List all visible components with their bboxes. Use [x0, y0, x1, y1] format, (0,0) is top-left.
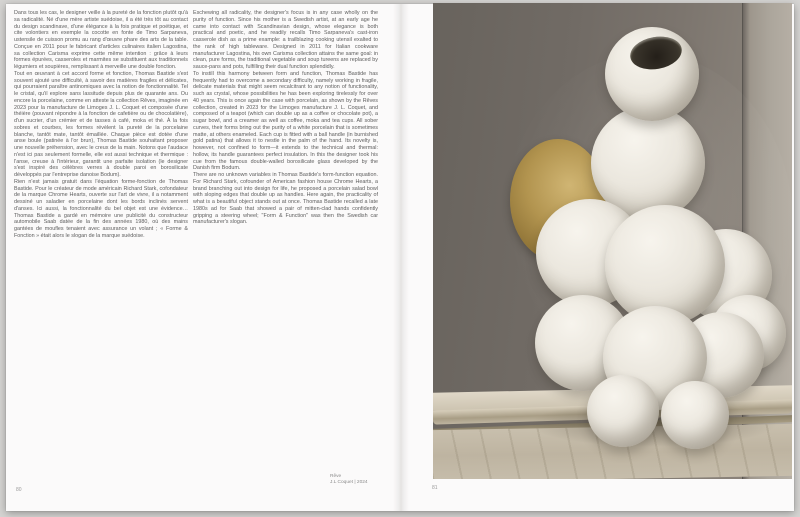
french-text-column [14, 10, 188, 240]
page-number-right: 81 [432, 485, 438, 491]
photo-caption [330, 474, 368, 487]
right-page [400, 4, 794, 511]
book-spread [6, 4, 794, 511]
left-page [6, 4, 400, 511]
porcelain-bubble [587, 375, 659, 447]
english-text-column [193, 10, 378, 226]
english-paragraph-3: There are no unknown variables in Thomas Bastide's form-function equation. For Richard Stark, cofounder of American fashion house Chrome Hearts, a brand branching out into design for life, he proposed a porcelain salad bowl with sloping edges that double up as handles. Here again, the practicality of what is a beautiful object stands out at once. Thomas Bastide recalled a late 1980s ad for Saab that showed a pair of mitten-clad hands confidently gripping a steering wheel; "Form & Function" was then the Swedish car manufacturer's slogan. [193, 172, 378, 226]
english-paragraph-2: To instill this harmony between form and function, Thomas Bastide has frequently had to overcome a secondary difficulty, namely working in fragile, delicate materials that might seem recalcitrant to any notion of functionality, such as crystal, whose possibilities he has been exploring tirelessly for over 40 years. This is once again the case with porcelain, as shown by the Rêves collection, created in 2023 for the Limoges manufacture J. L. Coquet, and composed of a teapot (which can double up as a coffee or chocolate pot), a sugar bowl, and a creamer as well as coffee, moka and tea cups. All sober curves, their forms bring out the purity of a white porcelain that is sometimes matte, at others enameled. Each cup is fitted with a ball handle (in burnished gold patina) that allows it to nestle in the palm of the hand. Its novelty is, however, not confined to form—it extends to the technical and thermal: hollow, its handle guarantees perfect insulation. In this the designer took his cue from the famous double-walled borosilicate glass developed by the Danish firm Bodum. [193, 70, 378, 172]
caption-credit: J.L Coquet | 2024 [330, 480, 368, 486]
french-paragraph-2: Tout en œuvrant à cet accord forme et fonction, Thomas Bastide s'est souvent ajouté une difficulté, à savoir des matières fragiles et délicates, qui pourraient paraître antinomiques avec la notion de fonctionnalité. Tel le cristal, qu'il explore sans lassitude depuis plus de quarante ans. Ou encore la porcelaine, comme en atteste la collection Rêves, imaginée en 2023 pour la manufacture de Limoges J. L. Coquet et composée d'une théière (pouvant répondre à la fonction de cafetière ou de chocolatière), d'un sucrier, d'un crémier et de tasses à café, moka et thé. À la fois sobres et courbes, les formes révèlent la pureté de la porcelaine blanche, tantôt mate, tantôt émaillée. Chaque pièce est dotée d'une anse boule (patinée à l'or brun), Thomas Bastide souhaitant proposer une nouvelle préhension, avec le creux de la main. Notons que l'audace n'est ici pas seulement formelle, elle est aussi technique et thermique : l'anse, creuse à l'intérieur, garantit une parfaite isolation (le designer s'est inspiré des célèbres verres à double paroi en borosilicate développés par l'entreprise danoise Bodum). [14, 70, 188, 178]
french-paragraph-3: Rien n'est jamais gratuit dans l'équation forme-fonction de Thomas Bastide. Pour le créateur de mode américain Richard Stark, cofondateur de la marque Chrome Hearts, ouverte sur l'art de vivre, il a notamment dessiné un saladier en porcelaine dont les bords inclinés servent d'anses. Ici aussi, la fonctionnalité du bel objet est une évidence… Thomas Bastide a gardé en mémoire une publicité du constructeur automobile Saab datée de la fin des années 1980, où des mains gantées de moufles tenaient avec assurance un volant ; « Forme & Fonction » était alors le slogan de la marque suédoise. [14, 178, 188, 239]
caption-title: Rêve [330, 474, 342, 479]
french-paragraph-1: Dans tous les cas, le designer veille à la pureté de la fonction plutôt qu'à sa radicalité. Né d'une mère artiste suédoise, il a été très tôt au contact du design scandinave, d'une élégance à la fois pratique et poétique, et cite volontiers en exemple la cocotte en fonte de Timo Sarpaneva, ustensile de cuisson promu au rang d'œuvre phare des arts de la table. Conçue en 2011 pour le fabricant d'articles culinaires italien Lagostina, sa collection Carisma exprime cette même intention : grâce à leurs formes épurées, casseroles et marmites se substituent aux traditionnels légumiers et soupières, remplissant à merveille une double fonction. [14, 10, 188, 70]
porcelain-bubble [661, 381, 729, 449]
page-number-left: 80 [16, 487, 22, 493]
sculpture-photo [433, 3, 792, 479]
english-paragraph-1: Eschewing all radicality, the designer's focus is in any case wholly on the purity of function. Since his mother is a Swedish artist, at an early age he came into contact with Scandinavian design, whose elegance is both practical and poetic, and he readily recalls Timo Sarpaneva's cast-iron casserole dish as a prime example: a trailblazing cooking utensil exalted to the rank of high tableware. Designed in 2011 for Italian cookware manufacturer Lagostina, his own Carisma collection attains the same goal: in clean, pure forms, the traditional vegetable and soup tureens are replaced by sauce-pans and pots, fulfilling their dual function splendidly. [193, 10, 378, 70]
